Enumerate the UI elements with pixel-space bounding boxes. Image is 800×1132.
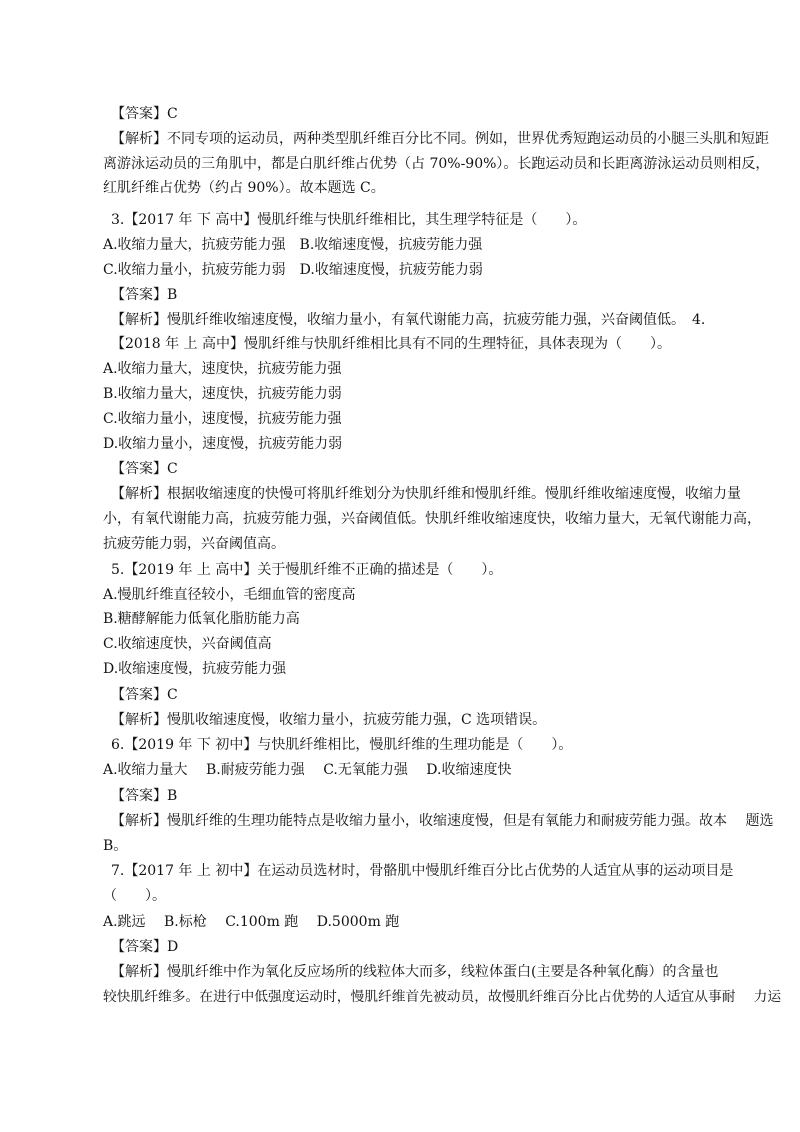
question-line: 7.【2017 年 上 初中】在运动员选材时，骨骼肌中慢肌纤维百分比占优势的人适宜从事的运动项目是 <box>111 863 734 879</box>
option-line: C.收缩速度快，兴奋阈值高 <box>103 636 272 652</box>
analysis-line: 小，有氧代谢能力高，抗疲劳能力强，兴奋阈值低。快肌纤维收缩速度快，收缩力量大，无氧代谢能力高， <box>103 511 761 527</box>
analysis-line: 【解析】根据收缩速度的快慢可将肌纤维划分为快肌纤维和慢肌纤维。慢肌纤维收缩速度慢，收缩力量 <box>111 486 741 502</box>
question-line: 6.【2019 年 下 初中】与快肌纤维相比，慢肌纤维的生理功能是（ ）。 <box>111 737 573 753</box>
question-line: 5.【2019 年 上 高中】关于慢肌纤维不正确的描述是（ ）。 <box>111 562 503 578</box>
question-line: 3.【2017 年 下 高中】慢肌纤维与快肌纤维相比，其生理学特征是（ ）。 <box>111 212 587 228</box>
option-line: A.慢肌纤维直径较小，毛细血管的密度高 <box>103 587 356 603</box>
answer-line: 【答案】B <box>111 788 178 804</box>
answer-line: 【答案】C <box>111 687 178 703</box>
option-line: D.收缩力量小，速度慢，抗疲劳能力弱 <box>103 436 343 452</box>
question-line: （ ）。 <box>103 888 166 904</box>
analysis-line: 抗疲劳能力弱，兴奋阈值高。 <box>103 536 285 552</box>
analysis-line: 【解析】慢肌纤维的生理功能特点是收缩力量小，收缩速度慢，但是有氧能力和耐疲劳能力强。故本 题选 <box>111 813 774 829</box>
analysis-line: 【解析】慢肌纤维收缩速度慢，收缩力量小，有氧代谢能力高，抗疲劳能力强，兴奋阈值低。 4. <box>111 312 706 328</box>
option-line: B.收缩力量大，速度快，抗疲劳能力弱 <box>103 386 342 402</box>
analysis-line: 【解析】不同专项的运动员，两种类型肌纤维百分比不同。例如，世界优秀短跑运动员的小腿三头肌和短距 <box>111 131 769 147</box>
answer-line: 【答案】C <box>111 106 178 122</box>
option-line: D.收缩速度慢，抗疲劳能力强 <box>103 661 287 677</box>
question-line: 【2018 年 上 高中】慢肌纤维与快肌纤维相比具有不同的生理特征，具体表现为（ ）。 <box>111 336 671 352</box>
analysis-line: 红肌纤维占优势（约占 90%）。故本题选 C。 <box>103 180 385 196</box>
option-line: B.糖酵解能力低氧化脂肪能力高 <box>103 611 300 627</box>
option-line: A.收缩力量大 B.耐疲劳能力强 C.无氧能力强 D.收缩速度快 <box>103 762 512 778</box>
option-line: C.收缩力量小，速度慢，抗疲劳能力强 <box>103 411 342 427</box>
analysis-line: 较快肌纤维多。在进行中低强度运动时，慢肌纤维首先被动员，故慢肌纤维百分比占优势的人适宜从事耐 力运 <box>103 989 782 1005</box>
answer-line: 【答案】B <box>111 287 178 303</box>
option-line: A.收缩力量大，抗疲劳能力强 B.收缩速度慢，抗疲劳能力强 <box>103 237 483 253</box>
analysis-line: 【解析】慢肌收缩速度慢，收缩力量小，抗疲劳能力强，C 选项错误。 <box>111 712 547 728</box>
analysis-line: 离游泳运动员的三角肌中，都是白肌纤维占优势（占 70%-90%）。长跑运动员和长距离游泳运动员则相反， <box>103 156 770 172</box>
analysis-line: B。 <box>103 838 128 854</box>
option-line: A.跳远 B.标枪 C.100m 跑 D.5000m 跑 <box>103 914 400 930</box>
option-line: C.收缩力量小，抗疲劳能力弱 D.收缩速度慢，抗疲劳能力弱 <box>103 262 483 278</box>
answer-line: 【答案】C <box>111 461 178 477</box>
option-line: A.收缩力量大，速度快，抗疲劳能力强 <box>103 361 342 377</box>
answer-line: 【答案】D <box>111 939 179 955</box>
analysis-line: 【解析】慢肌纤维中作为氧化反应场所的线粒体大而多，线粒体蛋白(主要是各种氧化酶）的含量也 <box>111 964 719 980</box>
